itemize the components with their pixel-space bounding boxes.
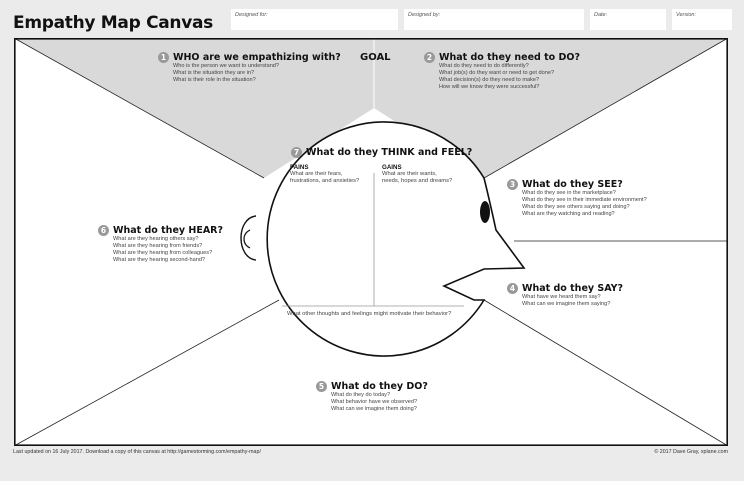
question: What can we imagine them doing?	[331, 406, 417, 412]
section-do	[316, 381, 428, 413]
question: What do they need to do differently?	[439, 63, 529, 69]
badge-6: 6	[98, 225, 109, 236]
badge-5: 5	[316, 381, 327, 392]
section-think-feel	[291, 147, 472, 158]
question: What are they watching and reading?	[522, 211, 615, 217]
question: What behavior have we observed?	[331, 399, 418, 405]
badge-1: 1	[158, 52, 169, 63]
question: How will we know they were successful?	[439, 84, 540, 90]
question: What decision(s) do they need to make?	[439, 77, 540, 83]
section-who	[158, 52, 341, 84]
section-title: WHO are we empathizing with?	[173, 52, 341, 63]
question: What do they do today?	[331, 392, 391, 398]
footer-updated: Last updated on 16 July 2017. Download a copy of this canvas at http://gamestorming.com/empathy-map/	[13, 449, 261, 455]
pains-text: What are their fears,	[290, 171, 343, 177]
section-see	[507, 179, 647, 218]
gains-label: GAINS	[382, 164, 402, 171]
pains-text: frustrations, and anxieties?	[290, 178, 360, 184]
question: What do they see others saying and doing?	[522, 204, 630, 210]
question: What do they see in the marketplace?	[522, 190, 616, 196]
other-thoughts: What other thoughts and feelings might motivate their behavior?	[287, 311, 452, 317]
section-title: What do they DO?	[331, 381, 428, 392]
section-title: What do they need to DO?	[439, 52, 580, 63]
designed-for-field[interactable]	[231, 9, 398, 30]
footer-copyright: © 2017 Dave Gray, xplane.com	[654, 449, 728, 455]
page-title: Empathy Map Canvas	[13, 13, 213, 33]
version-label: Version:	[676, 12, 696, 18]
question: What job(s) do they want or need to get done?	[439, 70, 555, 76]
question: Who is the person we want to understand?	[173, 63, 280, 69]
question: What is the situation they are in?	[173, 70, 255, 76]
section-title: What do they THINK and FEEL?	[306, 147, 473, 158]
question: What is their role in the situation?	[173, 77, 256, 83]
empathy-canvas	[14, 38, 728, 446]
goal-label: GOAL	[360, 52, 391, 63]
designed-by-field[interactable]	[404, 9, 584, 30]
section-title: What do they HEAR?	[113, 225, 224, 236]
pains-label: PAINS	[290, 164, 309, 171]
badge-2: 2	[424, 52, 435, 63]
question: What do they see in their immediate environment?	[522, 197, 647, 203]
badge-7: 7	[291, 147, 302, 158]
gains-text: What are their wants,	[382, 171, 437, 177]
badge-3: 3	[507, 179, 518, 190]
gains-block	[382, 164, 452, 185]
question: What are they hearing second-hand?	[113, 257, 206, 263]
section-title: What do they SEE?	[522, 179, 623, 190]
version-field[interactable]	[672, 9, 732, 30]
section-say	[507, 283, 623, 308]
badge-4: 4	[507, 283, 518, 294]
designed-for-label: Designed for:	[235, 12, 268, 18]
date-label: Date:	[594, 12, 608, 18]
question: What have we heard them say?	[522, 294, 601, 300]
designed-by-label: Designed by:	[408, 12, 441, 18]
question: What are they hearing from friends?	[113, 243, 203, 249]
section-hear	[98, 225, 223, 264]
section-title: What do they SAY?	[522, 283, 624, 294]
section-do-need	[424, 52, 580, 91]
gains-text: needs, hopes and dreams?	[382, 178, 453, 184]
question: What can we imagine them saying?	[522, 301, 611, 307]
question: What are they hearing others say?	[113, 236, 199, 242]
pains-block	[290, 164, 359, 185]
question: What are they hearing from colleagues?	[113, 250, 213, 256]
date-field[interactable]	[590, 9, 666, 30]
